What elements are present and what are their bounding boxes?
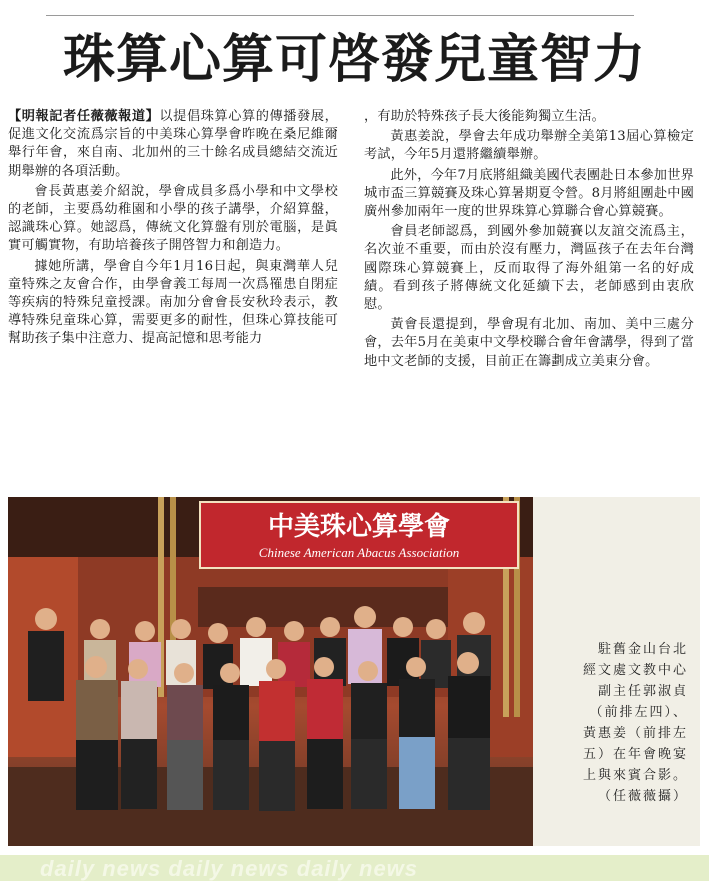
- caption-line: 五）在年會晚宴: [582, 747, 688, 762]
- right-column: [364, 108, 694, 373]
- caption-line: 副主任郭淑貞: [597, 684, 688, 699]
- paragraph: ，有助於特殊孩子長大後能夠獨立生活。: [364, 109, 605, 124]
- caption-line: 經文處文教中心: [582, 663, 688, 678]
- photo-block: [8, 497, 700, 846]
- top-rule: [46, 15, 634, 16]
- caption-credit: （任薇薇攝）: [597, 789, 688, 804]
- caption-line: 黃惠姜（前排左: [582, 726, 688, 741]
- paragraph: 會員老師認爲，到國外參加競賽以友誼交流爲主，名次並不重要，而由於沒有壓力，灣區孩子在去年台灣國際珠心算競賽上，反而取得了海外組第一名的好成績。看到孩子將傳統文化延續下去，老師感到由衷欣慰。: [364, 224, 694, 313]
- caption-line: 駐舊金山台北: [597, 642, 688, 657]
- banner-title: 中美珠心算學會: [267, 512, 451, 542]
- left-column: [8, 108, 338, 351]
- paragraph: [8, 108, 338, 181]
- paragraph: 會長黃惠姜介紹說，學會成員多爲小學和中文學校的老師，主要爲幼稚園和小學的孩子講學，介紹算盤，認識珠心算。她認爲，傳統文化算盤有別於電腦，是眞實可觸實物，有助培養孩子開啓智力和創造力。: [8, 183, 338, 254]
- paragraph: 此外，今年7月底將組織美國代表團赴日本參加世界城市盃三算競賽及珠心算暑期夏令營。8月將組團赴中國廣州參加兩年一度的世界珠算心算聯合會心算競賽。: [364, 167, 694, 220]
- caption-line: （前排左四）、: [589, 705, 688, 720]
- paragraph: 黃惠姜說，學會去年成功舉辦全美第13屆心算檢定考試，今年5月還將繼續舉辦。: [364, 129, 694, 163]
- caption-line: 上與來賓合影。: [582, 768, 688, 783]
- group-photo: [8, 497, 533, 846]
- byline: 【明報記者任薇薇報道】: [8, 109, 160, 124]
- caption-box: [533, 497, 700, 846]
- paragraph: 據她所講，學會自今年1月16日起，與東灣華人兒童特殊之友會合作，由學會義工每周一次爲罹患自閉症等疾病的特殊兒童授課。南加分會會長安秋玲表示，教導特殊兒童珠心算，需要更多的耐性，但珠心算技能可幫助孩子集中注意力、提高記憶和思考能力: [8, 258, 338, 347]
- footer-band: [0, 855, 709, 881]
- footer-watermark: daily news daily news daily news: [40, 856, 419, 881]
- photo-caption: [558, 639, 688, 807]
- paragraph-text: 以提倡珠算心算的傳播發展，促進文化交流爲宗旨的中美珠心算學會昨晚在桑尼維爾舉行年會，來自南、北加州的三十餘名成員總結交流近期舉辦的各項活動。: [8, 109, 338, 179]
- headline: 珠算心算可啓發兒童智力: [62, 30, 646, 90]
- article-body: [8, 108, 700, 488]
- banner-subtitle: Chinese American Abacus Association: [258, 545, 460, 560]
- paragraph: 黃會長還提到，學會現有北加、南加、美中三處分會，去年5月在美東中文學校聯合會年會講學，得到了當地中文老師的支援，目前正在籌劃成立美東分會。: [364, 317, 694, 369]
